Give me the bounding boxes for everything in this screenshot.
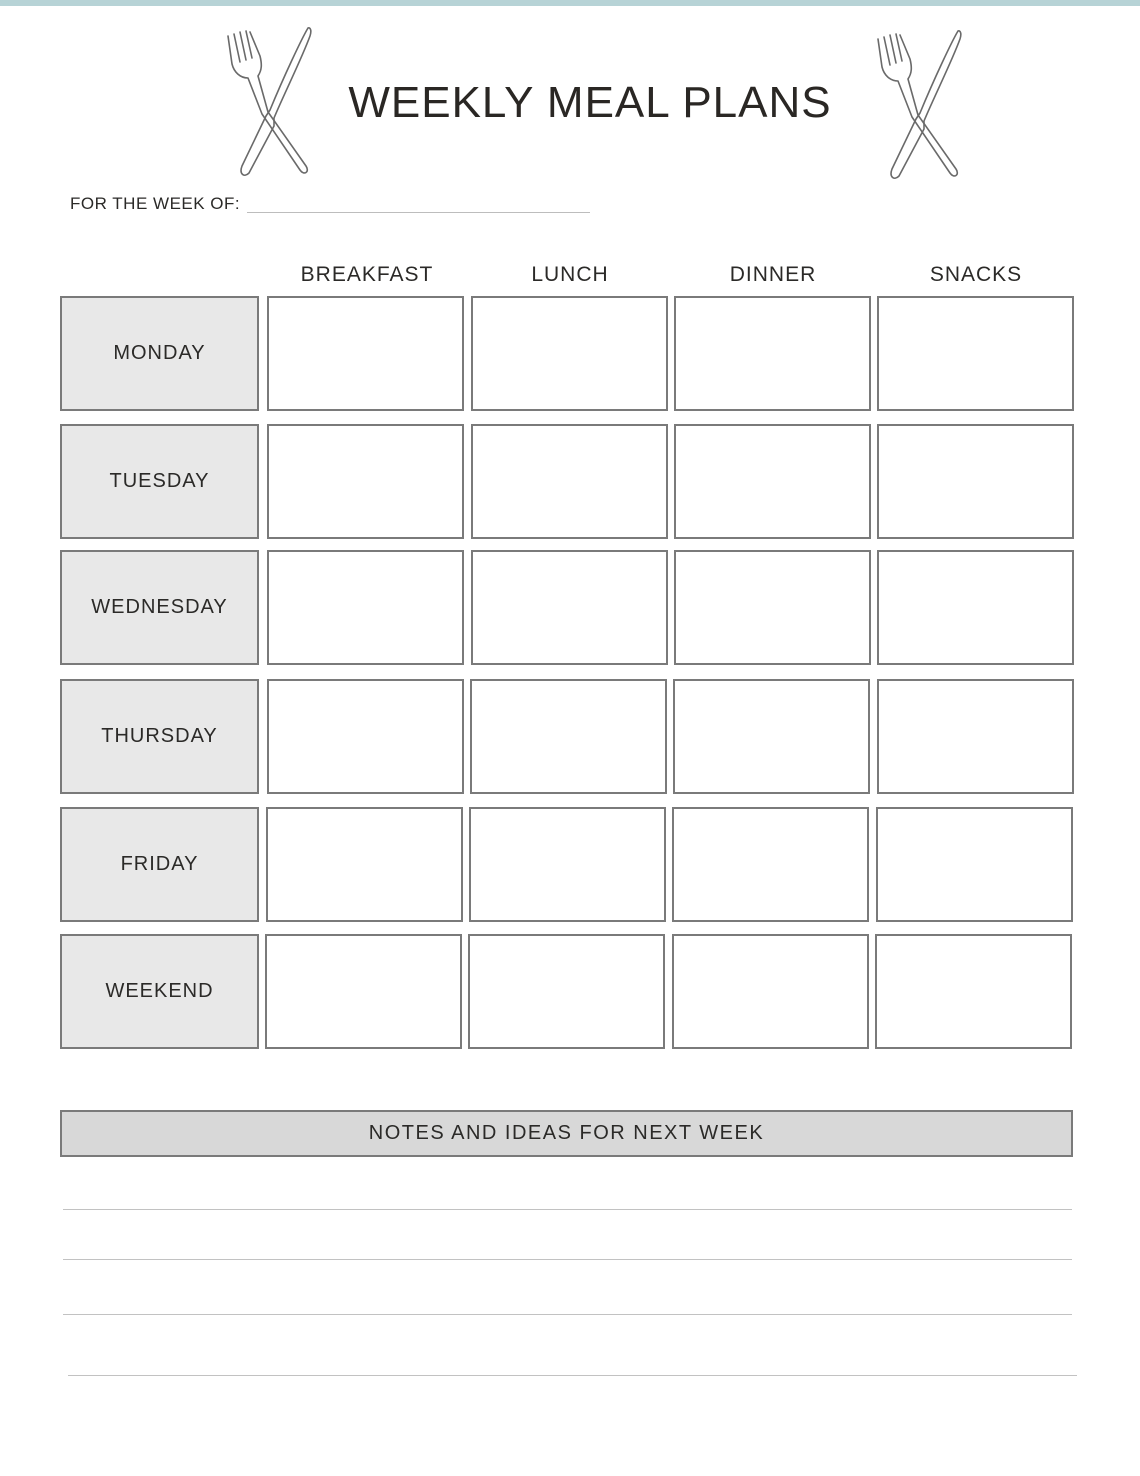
meal-cell-weekend-breakfast[interactable] <box>265 934 462 1049</box>
meal-cell-wednesday-lunch[interactable] <box>471 550 668 665</box>
column-header-dinner: DINNER <box>729 263 817 286</box>
meal-cell-thursday-breakfast[interactable] <box>267 679 464 794</box>
meal-cell-wednesday-dinner[interactable] <box>674 550 871 665</box>
meal-cell-tuesday-dinner[interactable] <box>674 424 871 539</box>
meal-cell-tuesday-breakfast[interactable] <box>267 424 464 539</box>
meal-cell-thursday-dinner[interactable] <box>673 679 870 794</box>
notes-line[interactable] <box>63 1259 1072 1260</box>
meal-cell-friday-dinner[interactable] <box>672 807 869 922</box>
meal-cell-weekend-lunch[interactable] <box>468 934 665 1049</box>
meal-cell-monday-snacks[interactable] <box>877 296 1074 411</box>
day-label-tuesday: TUESDAY <box>60 424 259 539</box>
column-header-lunch: LUNCH <box>531 263 609 286</box>
column-header-snacks: SNACKS <box>929 263 1023 286</box>
notes-line[interactable] <box>63 1209 1072 1210</box>
meal-cell-wednesday-breakfast[interactable] <box>267 550 464 665</box>
week-of-label: FOR THE WEEK OF: <box>70 194 241 213</box>
day-label-monday: MONDAY <box>60 296 259 411</box>
notes-line[interactable] <box>68 1375 1077 1376</box>
notes-line[interactable] <box>63 1314 1072 1315</box>
meal-cell-tuesday-snacks[interactable] <box>877 424 1074 539</box>
meal-cell-friday-snacks[interactable] <box>876 807 1073 922</box>
meal-cell-weekend-dinner[interactable] <box>672 934 869 1049</box>
meal-cell-monday-dinner[interactable] <box>674 296 871 411</box>
column-header-breakfast: BREAKFAST <box>300 263 434 286</box>
meal-cell-thursday-lunch[interactable] <box>470 679 667 794</box>
page-title: WEEKLY MEAL PLANS <box>348 78 832 127</box>
week-of-field[interactable] <box>247 212 590 213</box>
day-label-thursday: THURSDAY <box>60 679 259 794</box>
meal-cell-monday-lunch[interactable] <box>471 296 668 411</box>
day-label-weekend: WEEKEND <box>60 934 259 1049</box>
meal-cell-wednesday-snacks[interactable] <box>877 550 1074 665</box>
day-label-friday: FRIDAY <box>60 807 259 922</box>
meal-cell-monday-breakfast[interactable] <box>267 296 464 411</box>
meal-cell-thursday-snacks[interactable] <box>877 679 1074 794</box>
top-accent-band <box>0 0 1140 6</box>
meal-cell-friday-breakfast[interactable] <box>266 807 463 922</box>
day-label-wednesday: WEDNESDAY <box>60 550 259 665</box>
meal-cell-tuesday-lunch[interactable] <box>471 424 668 539</box>
notes-header: NOTES AND IDEAS FOR NEXT WEEK <box>60 1110 1073 1157</box>
meal-cell-friday-lunch[interactable] <box>469 807 666 922</box>
meal-cell-weekend-snacks[interactable] <box>875 934 1072 1049</box>
